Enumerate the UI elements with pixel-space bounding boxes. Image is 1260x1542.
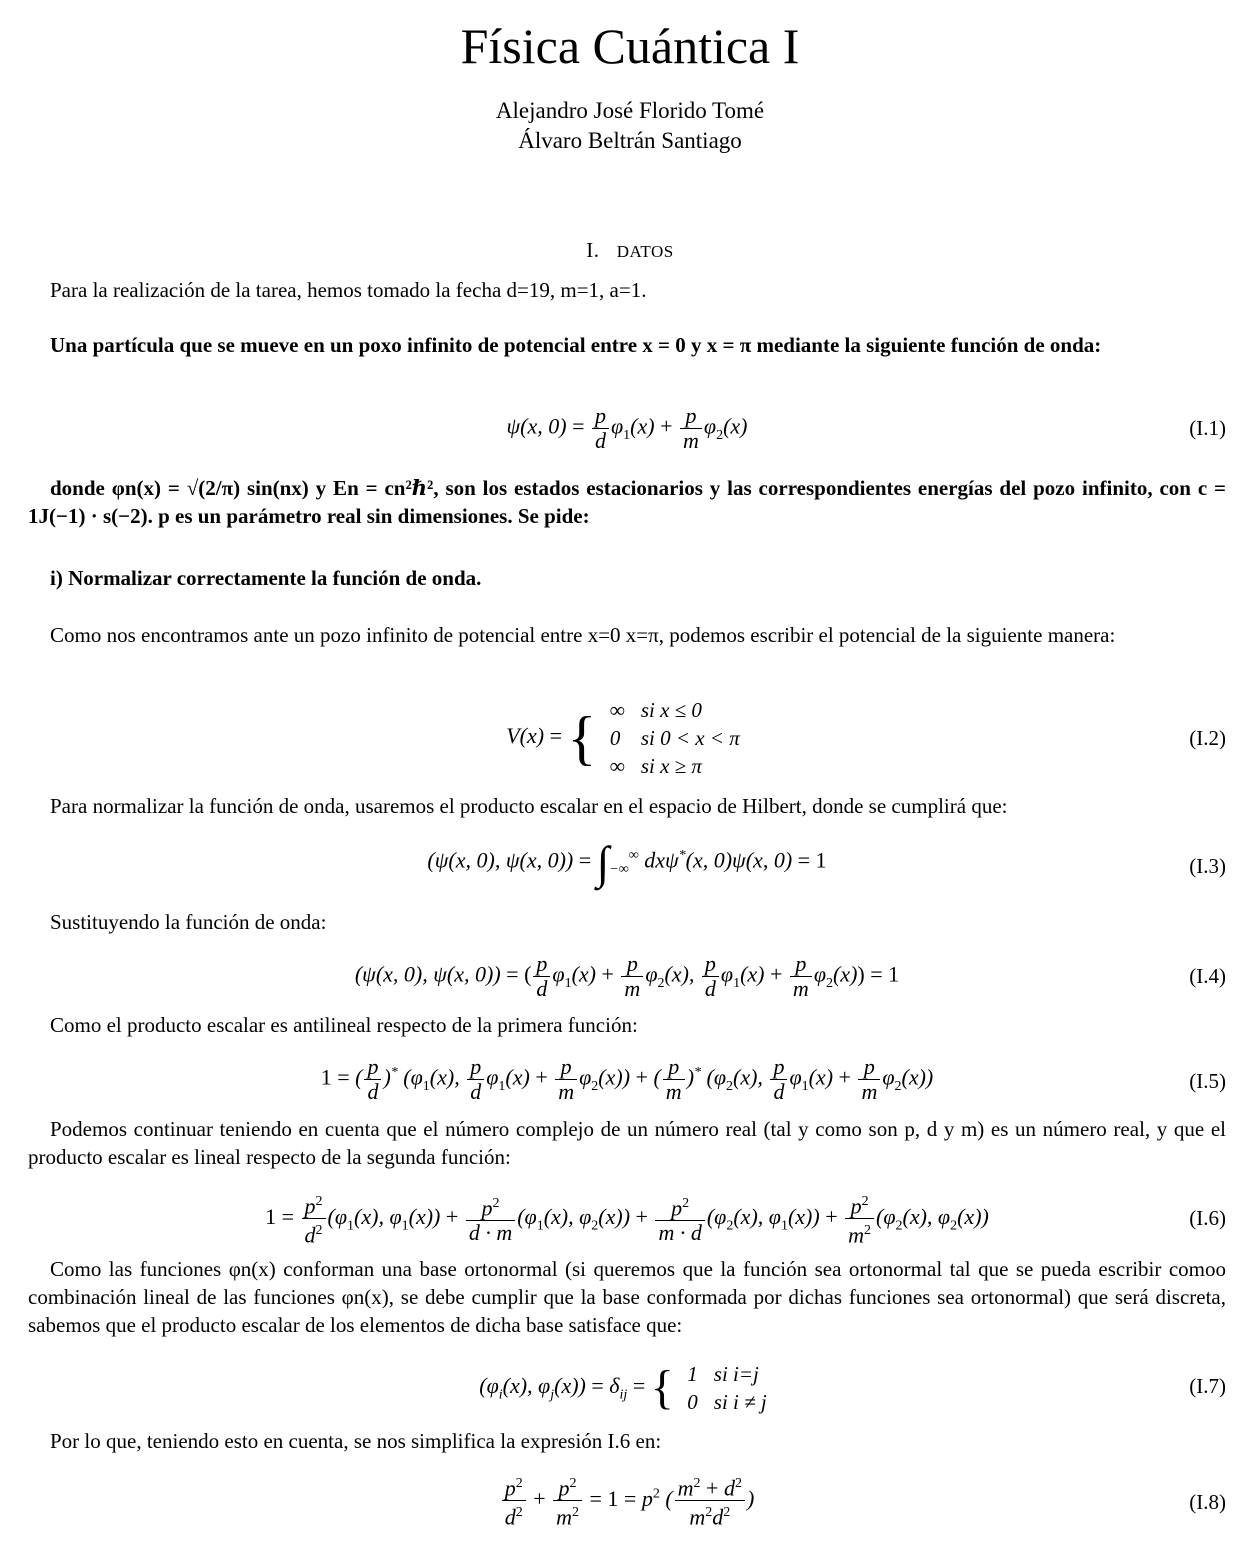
equation-7 [28,1358,1226,1428]
equation-3-label: (I.3) [1189,854,1226,878]
paragraph-potential-intro: Como nos encontramos ante un pozo infinito de potencial entre x=0 x=π, podemos escribir el potencial de la siguiente manera: [50,623,1116,647]
equation-5-label: (I.5) [1189,1069,1226,1093]
equation-8 [28,1472,1226,1542]
paragraph-hilbert: Para normalizar la función de onda, usaremos el producto escalar en el espacio de Hilbert, donde se cumplirá que: [50,794,1008,818]
equation-2 [28,696,1226,786]
author-1: Alejandro José Florido Tomé [495,98,765,123]
equation-6-label: (I.6) [1189,1206,1226,1230]
equation-3 [28,836,1226,906]
paragraph-definitions: donde φn(x) = √(2/π) sin(nx) y En = cn²ℏ², son los estados estacionarios y las correspondientes energías del pozo infinito, con c = 1J(−1) · s(−2). p es un parámetro real sin dimensiones. Se pide: [28,476,1226,528]
paragraph-problem: Una partícula que se mueve en un poxo infinito de potencial entre x = 0 y x = π mediante la siguiente función de onda: [50,333,1102,357]
paragraph-orthonormal: Como las funciones φn(x) conforman una base ortonormal (si queremos que la función sea ortonormal tal que se pueda escribir comoo combinación lineal de las funciones φn(x), se debe cumplir que la base conformada por dichas funciones sea ortonormal) que será discreta, sabemos que el producto escalar de los elementos de dicha base satisface que: [28,1257,1226,1337]
section-number: I. [586,238,600,262]
equation-2-label: (I.2) [1189,726,1226,750]
equation-4-label: (I.4) [1189,964,1226,988]
author-2: Álvaro Beltrán Santiago [518,128,742,153]
equation-7-label: (I.7) [1189,1374,1226,1398]
equation-4-math: (ψ(x, 0), ψ(x, 0)) = ( $\frac{p}{d}$ $\varphi_1(x)$ + $\frac{p}{m}$ $\varphi_2(x)$, $\frac{p}{d}$ $\varphi_1(x)$ + $\frac{p}{m}$ $\varphi_2(x)) = 1$ [354,951,900,1001]
section-name: DATOS [616,242,674,261]
section-heading [0,238,1260,263]
paragraph-simplify: Por lo que, teniendo esto en cuenta, se nos simplifica la expresión I.6 en: [50,1429,662,1453]
equation-7-math: ($\varphi_i(x)$, $\varphi_j(x)) = \delta_{ij}$ = { 1 si i=j 0 si i ≠ j [28,1358,1226,1418]
equation-5-math: 1 = ( $\frac{p}{d}$ )* ($\varphi_1(x)$, $\frac{p}{d}$ $\varphi_1(x)$ + $\frac{p}{m}$ $\varphi_2(x)$) + ( $\frac{p}{m}$ )* ($\varphi_2(x)$, $\frac{p}{d}$ $\varphi_1(x)$ + $\frac{p}{m}$ $\varphi_2(x)$) [320,1054,934,1104]
paragraph-data: Para la realización de la tarea, hemos tomado la fecha d=19, m=1, a=1. [50,278,647,302]
equation-3-math: (ψ(x, 0), ψ(x, $0)) = \int_{-\infty}^\infty$ dxψ*(x, 0)ψ(x, 0) = 1 [427,837,827,888]
equation-2-math: V(x) = { ∞ si x ≤ 0 0 si 0 < x < π ∞ si x ≥ π [28,696,1226,780]
paragraph-linear: Podemos continuar teniendo en cuenta que el número complejo de un número real (tal y como son p, d y m) es un número real, y que el producto escalar es lineal respecto de la segunda función: [28,1117,1226,1169]
equation-6-math: 1 = $\frac{p^2}{d^2}$ ($\varphi_1(x)$, $\varphi_1(x)$) + $\frac{p^2}{d \cdot m}$ ($\varphi_1(x)$, $\varphi_2(x)$) + $\frac{p^2}{m \cdot d}$ ($\varphi_2(x)$, $\varphi_1(x)$) + $\frac{p^2}{m^2}$ ($\varphi_2(x)$, $\varphi_2(x)$) [28,1190,1226,1248]
equation-7-cases: 1 si i=j 0 si i ≠ j [687,1362,767,1414]
equation-2-cases: ∞ si x ≤ 0 0 si 0 < x < π ∞ si x ≥ π [609,698,740,778]
equation-1-label: (I.1) [1189,416,1226,440]
equation-8-label: (I.8) [1189,1490,1226,1514]
paragraph-antilinear: Como el producto escalar es antilineal respecto de la primera función: [50,1013,638,1037]
paragraph-substitute: Sustituyendo la función de onda: [50,910,327,934]
paragraph-question-i: i) Normalizar correctamente la función de onda. [50,566,482,590]
paper-title: Física Cuántica I [460,18,800,74]
equation-6 [28,1190,1226,1260]
equation-8-math: $\frac{p^2}{d^2}$ + $\frac{p^2}{m^2}$ = $1 = p^2$ ( $\frac{m^2 + d^2}{m^2d^2}$ ) [28,1472,1226,1530]
equation-1 [28,404,1226,474]
equation-1-math: ψ(x, 0) = $\frac{p}{d}$ $\varphi_1(x)$ + $\frac{p}{m}$ $\varphi_2(x)$ [506,403,748,453]
